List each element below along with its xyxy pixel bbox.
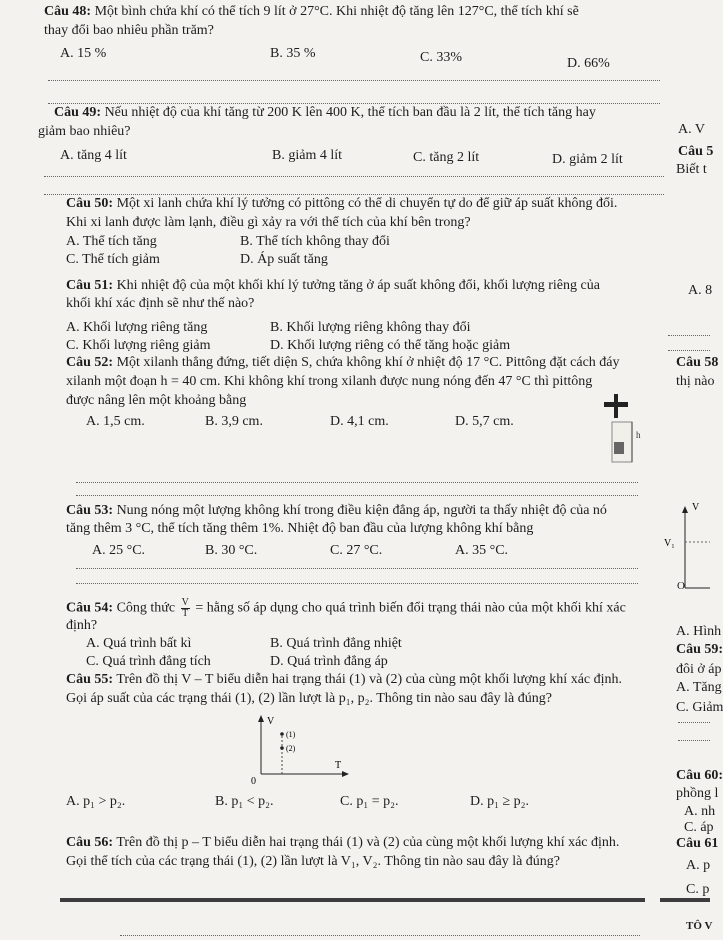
side-fragment: Câu 61 <box>676 836 719 851</box>
answer-line <box>668 350 710 351</box>
q50-text: Một xi lanh chứa khí lý tưởng có pittông có thể di chuyển tự do để giữ áp suất không đổi. <box>116 196 618 211</box>
v-over-t-fraction <box>181 598 190 619</box>
side-fragment: A. Tăng <box>676 680 722 695</box>
q50-option-d[interactable]: D. Áp suất tăng <box>240 252 328 267</box>
q52-number: Câu 52: <box>66 355 114 370</box>
q49-option-d[interactable]: D. giảm 2 lít <box>552 152 623 167</box>
bottom-rule <box>60 898 645 902</box>
side-origin: O <box>677 580 685 592</box>
q51-option-b[interactable]: B. Khối lượng riêng không thay đổi <box>270 320 471 335</box>
q53-option-c[interactable]: C. 27 °C. <box>330 543 383 558</box>
q50-option-a[interactable]: A. Thể tích tăng <box>66 234 157 249</box>
q55-text: Trên đồ thị V – T biểu diễn hai trạng thái (1) và (2) của cùng một khối lượng khí xác định. <box>116 672 623 687</box>
q48-option-d[interactable]: D. 66% <box>567 56 610 71</box>
q54-stem <box>66 598 626 619</box>
t-axis-arrow <box>342 771 349 777</box>
side-fragment: Câu 58 <box>676 355 719 370</box>
q55-number: Câu 55: <box>66 672 114 687</box>
side-fragment: C. áp <box>684 820 714 835</box>
q54-text-pre: Công thức <box>116 600 176 616</box>
q53-option-b[interactable]: B. 30 °C. <box>205 543 258 558</box>
answer-line <box>48 103 660 104</box>
q52-option-a[interactable]: A. 1,5 cm. <box>86 414 145 429</box>
q56-number: Câu 56: <box>66 835 114 850</box>
side-fragment: Câu 59: <box>676 642 723 657</box>
q55-option-d[interactable]: D. p₁ ≥ p₂. <box>470 794 530 809</box>
q52-stem <box>66 355 620 371</box>
piston-head <box>604 402 628 407</box>
q52-text: Một xilanh thẳng đứng, tiết diện S, chứa không khí ở nhiệt độ 17 °C. Pittông đặt cách đáy <box>116 355 620 370</box>
origin-label: 0 <box>251 776 256 787</box>
q54-text-post: = hằng số áp dụng cho quá trình biến đổi trạng thái nào của một khối khí xác <box>195 600 626 616</box>
v-axis-label: V <box>267 716 275 727</box>
side-fragment: Biết t <box>676 162 707 177</box>
answer-line <box>44 176 664 177</box>
q51-option-a[interactable]: A. Khối lượng riêng tăng <box>66 320 208 335</box>
q48-option-a[interactable]: A. 15 % <box>60 46 107 61</box>
q49-text-2: giảm bao nhiêu? <box>38 124 131 139</box>
side-fragment: Câu 5 <box>678 144 714 159</box>
answer-line <box>76 482 638 483</box>
q55-option-b[interactable]: B. p₁ < p₂. <box>215 794 274 809</box>
q49-stem <box>54 105 596 121</box>
q55-stem <box>66 672 622 688</box>
height-label: h <box>636 430 641 440</box>
q52-option-b[interactable]: B. 3,9 cm. <box>205 414 263 429</box>
side-axis-arrow <box>682 506 688 513</box>
side-fragment: A. Hình <box>676 624 722 639</box>
q48-stem <box>44 4 579 20</box>
q52-option-d[interactable]: D. 5,7 cm. <box>455 414 514 429</box>
gas-region <box>614 442 624 454</box>
q53-option-d[interactable]: A. 35 °C. <box>455 543 509 558</box>
side-fragment: Câu 60: <box>676 768 723 783</box>
q53-text-2: tăng thêm 3 °C, thể tích tăng thêm 1%. Nhiệt độ ban đầu của lượng không khí bằng <box>66 521 534 536</box>
q52-text-2: xilanh một đoạn h = 40 cm. Khi không khí trong xilanh được nung nóng đến 47 °C thì pittông <box>66 374 593 389</box>
q48-number: Câu 48: <box>44 4 92 19</box>
q54-text-2: định? <box>66 618 98 633</box>
q56-text: Trên đồ thị p – T biểu diễn hai trạng thái (1) và (2) của cùng một khối lượng khí xác định. <box>116 835 620 850</box>
q48-text-2: thay đổi bao nhiêu phần trăm? <box>44 23 214 38</box>
state-1-label: (1) <box>286 730 296 739</box>
q55-option-a[interactable]: A. p₁ > p₂. <box>66 794 126 809</box>
q49-text: Nếu nhiệt độ của khí tăng từ 200 K lên 400 K, thể tích ban đầu là 2 lít, thể tích tăng hay <box>104 105 596 120</box>
q50-option-b[interactable]: B. Thể tích không thay đổi <box>240 234 390 249</box>
q56-stem <box>66 835 619 851</box>
q49-option-b[interactable]: B. giảm 4 lít <box>272 148 342 163</box>
q49-number: Câu 49: <box>54 105 102 120</box>
q54-option-a[interactable]: A. Quá trình bất kì <box>86 636 192 651</box>
q53-option-a[interactable]: A. 25 °C. <box>92 543 146 558</box>
q56-text-2: Gọi thể tích của các trạng thái (1), (2) lần lượt là V₁, V₂. Thông tin nào sau đây là đúng? <box>66 854 561 869</box>
q53-stem <box>66 503 607 519</box>
t-axis-label: T <box>335 760 342 771</box>
answer-line <box>678 722 710 723</box>
cylinder-figure <box>600 392 650 472</box>
q52-text-3: được nâng lên một khoảng bằng <box>66 393 247 408</box>
side-fragment: phồng l <box>676 786 719 801</box>
answer-line <box>668 335 710 336</box>
side-fragment: đôi ở áp <box>676 662 722 677</box>
side-fragment: A. nh <box>684 804 716 819</box>
state-1-point <box>280 732 284 736</box>
q51-text: Khi nhiệt độ của một khối khí lý tưởng tăng ở áp suất không đổi, khối lượng riêng của <box>116 278 600 293</box>
q49-option-c[interactable]: C. tăng 2 lít <box>413 150 480 165</box>
fraction-denominator: T <box>182 608 189 619</box>
q53-text: Nung nóng một lượng không khí trong điều kiện đẳng áp, người ta thấy nhiệt độ của nó <box>116 503 607 518</box>
q48-option-c[interactable]: C. 33% <box>420 50 462 65</box>
q54-option-c[interactable]: C. Quá trình đẳng tích <box>86 654 211 669</box>
q48-text: Một bình chứa khí có thể tích 9 lít ở 27°C. Khi nhiệt độ tăng lên 127°C, thể tích khí sẽ <box>94 4 579 19</box>
q55-option-c[interactable]: C. p₁ = p₂. <box>340 794 399 809</box>
q50-option-c[interactable]: C. Thể tích giảm <box>66 252 160 267</box>
side-fragment: A. V <box>678 122 705 137</box>
q52-option-c[interactable]: D. 4,1 cm. <box>330 414 389 429</box>
state-2-point <box>280 746 284 750</box>
v-axis-arrow <box>258 715 264 722</box>
q50-text-2: Khi xi lanh được làm lạnh, điều gì xảy ra với thể tích của khí bên trong? <box>66 215 471 230</box>
q49-option-a[interactable]: A. tăng 4 lít <box>60 148 127 163</box>
bottom-rule-right <box>660 898 710 902</box>
q54-option-b[interactable]: B. Quá trình đẳng nhiệt <box>270 636 402 651</box>
q51-option-c[interactable]: C. Khối lượng riêng giảm <box>66 338 211 353</box>
q48-option-b[interactable]: B. 35 % <box>270 46 316 61</box>
q54-option-d[interactable]: D. Quá trình đẳng áp <box>270 654 388 669</box>
q50-number: Câu 50: <box>66 196 114 211</box>
side-fragment: TÔ V <box>686 920 713 932</box>
answer-line <box>44 194 664 195</box>
q55-text-2: Gọi áp suất của các trạng thái (1), (2) lần lượt là p₁, p₂. Thông tin nào sau đây là đúng? <box>66 691 552 706</box>
side-fragment: thị nào <box>676 374 715 389</box>
q51-number: Câu 51: <box>66 278 114 293</box>
side-fragment: A. p <box>686 858 711 873</box>
q53-number: Câu 53: <box>66 503 114 518</box>
side-fragment: A. 8 <box>688 283 713 298</box>
answer-line <box>48 80 660 81</box>
side-fragment: C. Giảm <box>676 700 723 715</box>
q54-number: Câu 54: <box>66 600 114 616</box>
answer-line <box>76 583 638 584</box>
answer-line <box>76 568 638 569</box>
answer-line <box>120 935 640 936</box>
answer-line <box>678 740 710 741</box>
q51-text-2: khối khí xác định sẽ như thế nào? <box>66 296 255 311</box>
side-fragment: C. p <box>686 882 710 897</box>
side-graph <box>660 500 710 590</box>
q51-stem <box>66 278 600 294</box>
fraction-numerator: V <box>181 597 189 608</box>
side-axis-label: V <box>692 502 700 513</box>
state-2-label: (2) <box>286 744 296 753</box>
q51-option-d[interactable]: D. Khối lượng riêng có thể tăng hoặc giảm <box>270 338 511 353</box>
q50-stem <box>66 196 617 212</box>
answer-line <box>76 495 638 496</box>
vt-graph <box>245 712 355 787</box>
v1-label: V₁ <box>664 538 675 549</box>
